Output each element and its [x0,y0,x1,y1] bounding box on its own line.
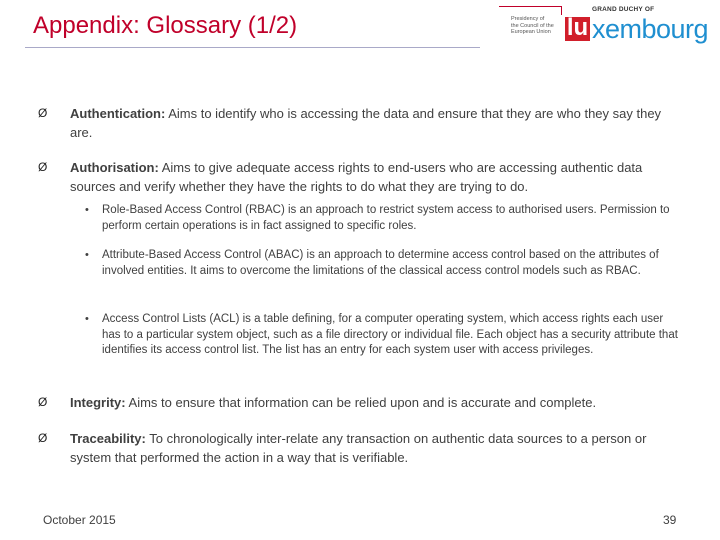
title-divider [25,47,480,48]
grand-duchy-label: GRAND DUCHY OF [592,6,655,13]
sub-bullet-icon: • [85,249,89,261]
presidency-text [511,16,561,36]
glossary-definition: Aims to identify who is accessing the data and ensure that they are who they say they are. [70,106,662,140]
glossary-term: Integrity: [70,395,126,410]
wordmark-rest: xembourg [592,14,709,44]
glossary-term: Authentication: [70,106,166,121]
glossary-item-authentication [70,104,685,142]
arrow-bullet-icon: Ø [38,431,48,445]
subitem-acl: Access Control Lists (ACL) is a table defining, for a computer operating system, which access rights each user has to a particular system object, such as a file directory or individual file. Each object has a security attribute that identifies its access control list. The list has an entry for each system user with access privileges. [102,313,678,356]
glossary-definition: Aims to ensure that information can be relied upon and is accurate and complete. [125,395,597,410]
footer-date: October 2015 [43,513,116,527]
subitem-rbac: Role-Based Access Control (RBAC) is an approach to restrict system access to authorised users. Permission to perform certain operations is in fact assigned to specific roles. [102,204,670,232]
glossary-item-integrity [70,393,685,412]
subitem-abac: Attribute-Based Access Control (ABAC) is an approach to determine access control based on the attributes of involved entities. It aims to overcome the limitations of the classical access control models such as RBAC. [102,249,659,277]
sub-bullet-icon: • [85,204,89,216]
glossary-term: Authorisation: [70,160,159,175]
arrow-bullet-icon: Ø [38,395,48,409]
glossary-item-traceability [70,429,685,467]
page-title: Appendix: Glossary (1/2) [33,12,298,39]
page-number: 39 [663,513,677,527]
glossary-definition: Aims to give adequate access rights to end-users who are accessing authentic data sources and verify whether they have the rights to do what they are trying to do. [70,160,643,194]
presidency-line: European Union [511,29,551,35]
glossary-item-authorisation [70,158,685,196]
presidency-line: Presidency of [511,16,545,22]
presidency-line: the Council of the [511,22,554,29]
wordmark-lu: lu [566,14,589,41]
sub-bullet-icon: • [85,313,89,325]
arrow-bullet-icon: Ø [38,160,48,174]
glossary-definition: To chronologically inter-relate any transaction on authentic data sources to a person or system that performed the action in a way that is verifiable. [70,431,647,465]
presidency-logo [495,5,710,47]
arrow-bullet-icon: Ø [38,106,48,120]
logo-bracket [499,6,562,15]
glossary-term: Traceability: [70,431,146,446]
